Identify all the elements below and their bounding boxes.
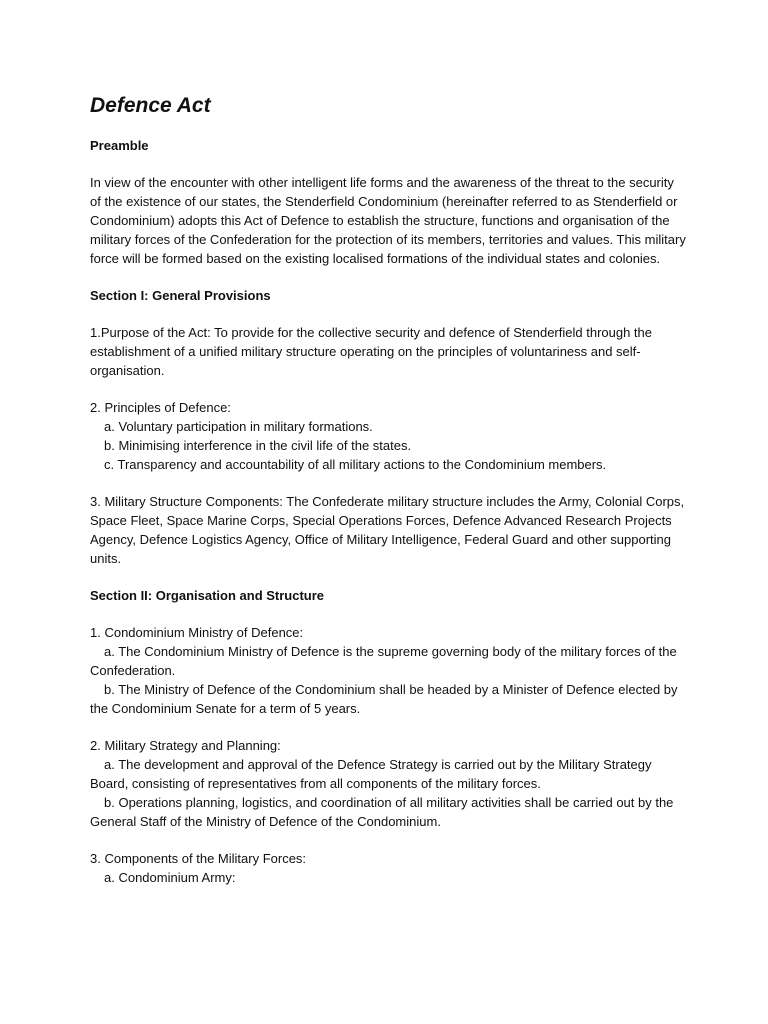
section2-item1-b: b. The Ministry of Defence of the Condominium shall be headed by a Minister of Defence elected by the Condominium Senate for a term of 5 years.	[90, 682, 678, 716]
section2-item3-a: a. Condominium Army:	[104, 870, 236, 885]
section1-item3: 3. Military Structure Components: The Confederate military structure includes the Army, Colonial Corps, Space Fleet, Space Marine Corps, Special Operations Forces, Defence Advanced Research Projects Agency, Defence Logistics Agency, Office of Military Intelligence, Federal Guard and other supporting units.	[90, 494, 685, 566]
document-title: Defence Act	[90, 94, 211, 117]
section1-item2-b: b. Minimising interference in the civil life of the states.	[104, 438, 412, 453]
section1-item2-a: a. Voluntary participation in military formations.	[104, 419, 373, 434]
preamble-text: In view of the encounter with other intelligent life forms and the awareness of the threat to the security of the existence of our states, the Stenderfield Condominium (hereinafter referred to as Stenderfield or Condominium) adopts this Act of Defence to establish the structure, functions and organisation of the military forces of the Confederation for the protection of its members, territories and values. This military force will be formed based on the existing localised formations of the individual states and colonies.	[90, 175, 686, 266]
section1-item2-lead: 2. Principles of Defence:	[90, 400, 231, 415]
section1-item2-c: c. Transparency and accountability of all military actions to the Condominium members.	[104, 457, 607, 472]
section2-item1-a: a. The Condominium Ministry of Defence is the supreme governing body of the military forces of the Confederation.	[90, 644, 677, 678]
section2-item2-a: a. The development and approval of the Defence Strategy is carried out by the Military Strategy Board, consisting of representatives from all components of the military forces.	[90, 757, 652, 791]
section2-item2-b: b. Operations planning, logistics, and coordination of all military activities shall be carried out by the General Staff of the Ministry of Defence of the Condominium.	[90, 795, 674, 829]
section2-item1-lead: 1. Condominium Ministry of Defence:	[90, 625, 304, 640]
section2-item3-lead: 3. Components of the Military Forces:	[90, 851, 307, 866]
section2-item2-lead: 2. Military Strategy and Planning:	[90, 738, 281, 753]
section2-heading: Section II: Organisation and Structure	[90, 588, 325, 603]
section1-heading: Section I: General Provisions	[90, 288, 271, 303]
preamble-heading: Preamble	[90, 138, 149, 153]
section1-item1: 1.Purpose of the Act: To provide for the collective security and defence of Stenderfield through the establishment of a unified military structure operating on the principles of voluntariness and self-organisation.	[90, 325, 652, 378]
